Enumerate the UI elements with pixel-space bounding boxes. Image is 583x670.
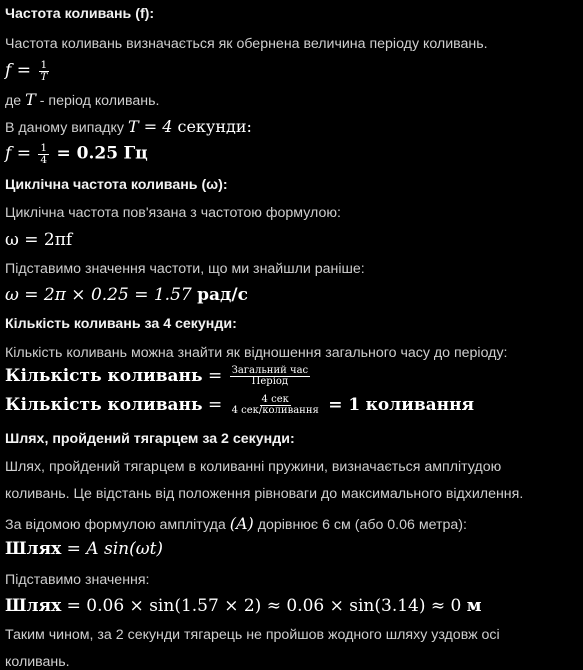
path-known xyxy=(5,516,467,532)
count-calc-unit: коливання xyxy=(365,395,475,416)
path-calc-unit: м xyxy=(466,596,482,616)
frequency-intro: Частота коливань визначається як обернена величина періоду коливань. xyxy=(5,36,488,52)
path-intro-line-2: коливань. Це відстань від положення рівноваги до максимального відхилення. xyxy=(5,486,524,502)
count-formula-fraction xyxy=(230,366,311,387)
known-suffix: дорівнює 6 см (або 0.06 метра): xyxy=(253,517,467,533)
case-prefix: В даному випадку xyxy=(5,120,128,136)
formula-lhs: f xyxy=(5,60,12,81)
calc-eq: = xyxy=(16,143,31,164)
count-calc-lhs: Кількість коливань xyxy=(5,395,203,416)
heading-cyclic: Циклічна частота коливань (ω): xyxy=(5,177,228,193)
where-suffix: - період коливань. xyxy=(35,93,160,109)
cyclic-substitute: Підставимо значення частоти, що ми знайшли раніше: xyxy=(5,261,365,277)
frequency-where xyxy=(5,92,159,108)
path-calc-lhs: Шлях xyxy=(5,596,62,616)
count-calc xyxy=(5,395,474,416)
frequency-calc xyxy=(5,143,148,165)
calc-lhs: f xyxy=(5,143,12,164)
count-intro: Кількість коливань можна знайти як відношення загального часу до періоду: xyxy=(5,345,508,361)
known-prefix: За відомою формулою амплітуда xyxy=(5,517,230,533)
fraction-numerator: 1 xyxy=(40,142,48,154)
count-formula-lhs: Кількість коливань xyxy=(5,366,203,387)
fraction-numerator: Загальний час xyxy=(231,365,309,376)
calc-result: = 0.25 xyxy=(56,143,119,164)
fraction-denominator: T xyxy=(40,70,48,83)
path-calc xyxy=(5,598,482,615)
cyclic-calc xyxy=(5,287,248,304)
count-calc-fraction xyxy=(230,395,321,416)
fraction-numerator: 4 сек xyxy=(261,394,289,405)
formula-eq: = xyxy=(16,60,31,81)
heading-path: Шлях, пройдений тягарцем за 2 секунди: xyxy=(5,431,295,447)
path-formula-rhs: = A sin(ωt) xyxy=(66,539,164,559)
fraction-denominator: Період xyxy=(251,376,289,388)
calc-fraction xyxy=(38,143,49,165)
count-formula xyxy=(5,366,312,387)
cyclic-calc-math: ω = 2π × 0.25 = 1.57 xyxy=(5,285,192,305)
path-intro-line-1: Шлях, пройдений тягарцем в коливанні пружини, визначається амплітудою xyxy=(5,459,502,475)
where-prefix: де xyxy=(5,93,26,109)
count-formula-eq: = xyxy=(207,366,223,387)
frequency-formula xyxy=(5,60,51,82)
case-math: T = 4 xyxy=(127,117,173,136)
heading-frequency: Частота коливань (f): xyxy=(5,6,155,22)
path-conclusion-line-1: Таким чином, за 2 секунди тягарець не пройшов жодного шляху уздовж осі xyxy=(5,627,500,643)
path-formula-lhs: Шлях xyxy=(5,539,62,559)
fraction-numerator: 1 xyxy=(40,59,48,71)
count-calc-eq: = xyxy=(207,395,223,416)
path-formula xyxy=(5,541,163,558)
case-unit: секунди: xyxy=(172,117,252,136)
frequency-case xyxy=(5,119,252,135)
calc-unit: Гц xyxy=(123,143,148,164)
known-var: (A) xyxy=(229,514,254,533)
path-substitute: Підставимо значення: xyxy=(5,572,150,588)
fraction-denominator: 4 сек/коливання xyxy=(231,405,319,417)
cyclic-formula: ω = 2πf xyxy=(5,230,73,250)
fraction-denominator: 4 xyxy=(40,153,48,166)
path-conclusion-line-2: коливань. xyxy=(5,654,70,670)
count-calc-result: = 1 xyxy=(328,395,361,416)
cyclic-calc-unit: рад/с xyxy=(197,285,248,305)
heading-count: Кількість коливань за 4 секунди: xyxy=(5,316,237,332)
formula-fraction xyxy=(38,60,49,82)
path-calc-rhs: = 0.06 × sin(1.57 × 2) ≈ 0.06 × sin(3.14) ≈ 0 xyxy=(66,596,462,616)
cyclic-intro: Циклічна частота пов'язана з частотою формулою: xyxy=(5,205,341,221)
where-var: T xyxy=(25,90,36,109)
